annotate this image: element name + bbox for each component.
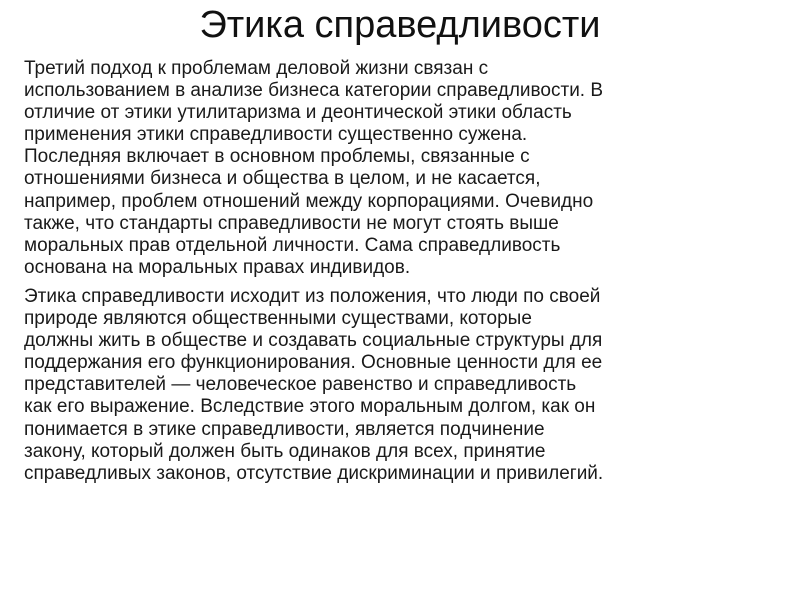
paragraph-1: Третий подход к проблемам деловой жизни связан с использованием в анализе бизнеса категории справедливости. В отличие от этики утилитаризма и деонтической этики область применения этики справедливости существенно сужена. Последняя включает в основном проблемы, связанные с отношениями бизнеса и общества в целом, и не касается, например, проблем отношений между корпорациями. Очевидно также, что стандарты справедливости не могут стоять выше моральных прав отдельной личности. Сама справедливость основана на моральных правах индивидов. bbox=[24, 58, 604, 278]
paragraph-2: Этика справедливости исходит из положения, что люди по своей природе являются общественными существами, которые должны жить в обществе и создавать социальные структуры для поддержания его функционирования. Основные ценности для ее представителей — человеческое равенство и справедливость как его выражение. Вследствие этого моральным долгом, как он понимается в этике справедливости, является подчинение закону, который должен быть одинаков для всех, принятие справедливых законов, отсутствие дискриминации и привилегий. bbox=[24, 285, 604, 484]
slide-body bbox=[24, 58, 760, 492]
slide-title: Этика справедливости bbox=[199, 4, 601, 46]
